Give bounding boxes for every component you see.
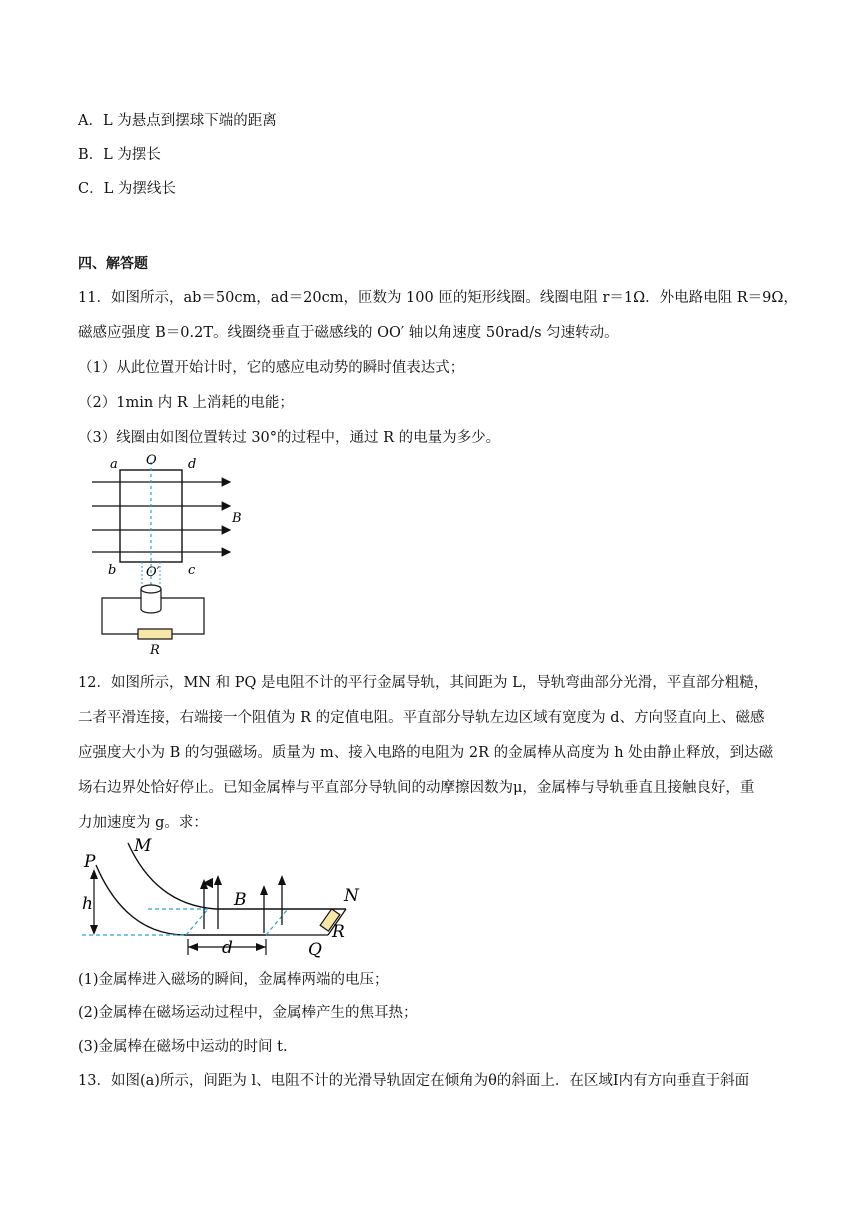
label-p: P [84,852,96,872]
q12-line-3: 应强度大小为 B 的匀强磁场。质量为 m、接入电路的电阻为 2R 的金属棒从高度为 h 处由静止释放，到达磁 [78,745,774,761]
label-r: R [150,643,160,658]
label-n: N [344,886,359,906]
q12-line-5: 力加速度为 g。求： [78,815,208,831]
q11-figure [80,452,260,662]
label-q: Q [308,940,322,960]
slip-ring [141,585,161,593]
q12-sub-3: (3)金属棒在磁场中运动的时间 t. [78,1039,288,1055]
choice-c: C．L 为摆线长 [78,181,176,197]
label-a: a [110,457,118,472]
section-title: 四、解答题 [78,256,148,272]
q11-line-2: 磁感应强度 B＝0.2T。线圈绕垂直于磁感线的 OO′ 轴以角速度 50rad/s 匀速转动。 [78,325,619,341]
q11-line-1: 11．如图所示，ab＝50cm，ad＝20cm，匝数为 100 匝的矩形线圈。线圈电阻 r＝1Ω．外电路电阻 R＝9Ω， [78,290,798,306]
label-o-prime: O′ [146,565,160,580]
q12-line-2: 二者平滑连接，右端接一个阻值为 R 的定值电阻。平直部分导轨左边区域有宽度为 d、方向竖直向上、磁感 [78,710,765,726]
resistor [138,629,172,639]
label-m: M [134,836,152,856]
q12-figure [76,835,366,965]
q13-line-1: 13．如图(a)所示，间距为 l、电阻不计的光滑导轨固定在倾角为θ的斜面上．在区域Ⅰ内有方向垂直于斜面 [78,1073,750,1089]
label-b: B [234,890,247,910]
q11-sub-3: （3）线圈由如图位置转过 30°的过程中，通过 R 的电量为多少。 [78,430,501,446]
label-d: d [222,938,233,958]
q12-sub-1: (1)金属棒进入磁场的瞬间，金属棒两端的电压； [78,972,389,988]
choice-a: A．L 为悬点到摆球下端的距离 [78,113,277,129]
q12-line-1: 12．如图所示，MN 和 PQ 是电阻不计的平行金属导轨，其间距为 L，导轨弯曲部分光滑，平直部分粗糙， [78,675,769,691]
q11-sub-1: （1）从此位置开始计时，它的感应电动势的瞬时值表达式； [78,360,465,376]
q12-line-4: 场右边界处恰好停止。已知金属棒与平直部分导轨间的动摩擦因数为μ，金属棒与导轨垂直且接触良好，重 [78,780,755,796]
q11-sub-2: （2）1min 内 R 上消耗的电能； [78,395,294,411]
label-b: b [108,563,117,578]
label-d: d [188,457,197,472]
label-o: O [146,453,157,468]
label-r: R [332,922,345,942]
q12-sub-2: (2)金属棒在磁场运动过程中，金属棒产生的焦耳热； [78,1005,418,1021]
choice-b: B．L 为摆长 [78,147,161,163]
label-b-field: B [232,511,242,526]
label-h: h [82,894,93,914]
label-c: c [188,563,196,578]
